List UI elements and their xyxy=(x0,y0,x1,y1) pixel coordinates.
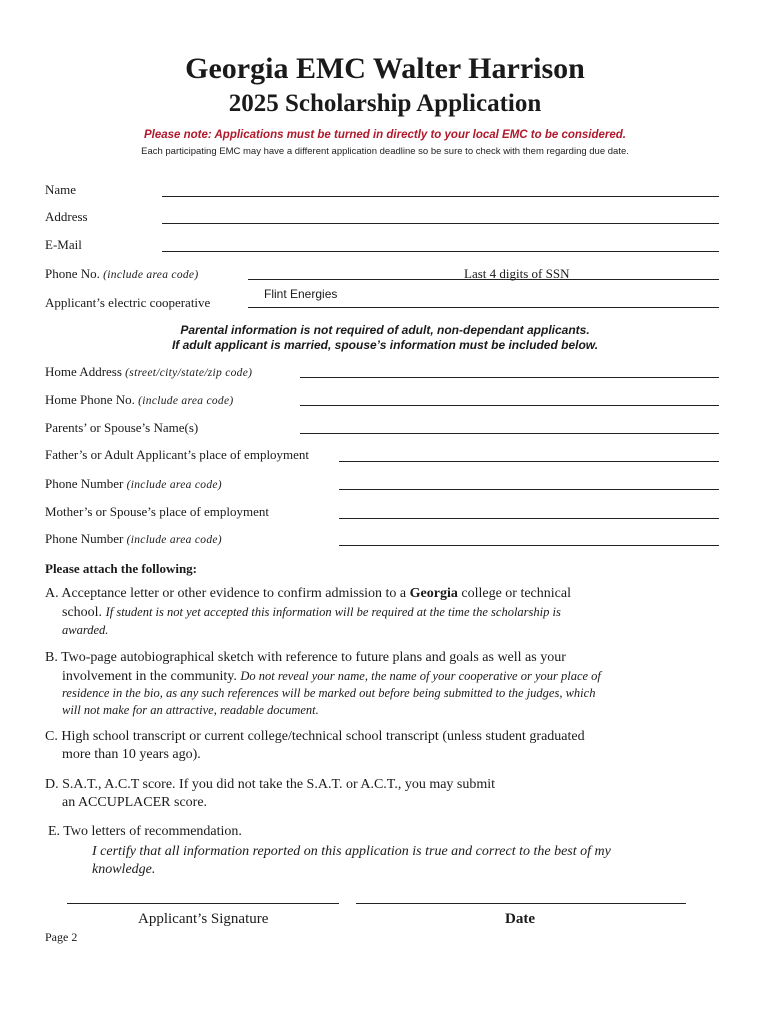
page-number: Page 2 xyxy=(45,930,78,944)
item-a-line1 xyxy=(45,585,571,603)
item-a-line2 xyxy=(62,603,561,622)
parental-note-line2: If adult applicant is married, spouse’s information must be included below. xyxy=(171,338,599,352)
form-title: Georgia EMC Walter Harrison xyxy=(185,52,585,85)
signature-label: Applicant’s Signature xyxy=(138,911,269,927)
name-label: Name xyxy=(45,182,77,197)
attach-heading: Please attach the following: xyxy=(45,561,198,576)
item-b-community: involvement in the community. xyxy=(62,669,237,684)
date-field[interactable] xyxy=(356,903,686,904)
mother-employment-label: Mother’s or Spouse’s place of employment xyxy=(45,504,269,519)
home-address-field[interactable] xyxy=(300,377,719,378)
father-phone-field[interactable] xyxy=(339,489,719,490)
father-phone-label xyxy=(45,476,222,492)
home-phone-label-text: Home Phone No. xyxy=(45,392,135,407)
item-a-italic2: awarded. xyxy=(62,623,109,637)
item-b-line1: B. Two-page autobiographical sketch with reference to future plans and goals as well as your xyxy=(45,650,566,665)
phone-hint: (include area code) xyxy=(103,269,199,281)
father-phone-hint: (include area code) xyxy=(126,479,222,491)
certify-line1 xyxy=(92,843,611,861)
home-address-hint: (street/city/state/zip code) xyxy=(125,367,253,379)
home-phone-field[interactable] xyxy=(300,405,719,406)
father-employment-field[interactable] xyxy=(339,461,719,462)
item-d-line2: an ACCUPLACER score. xyxy=(62,795,208,810)
item-c-line1: C. High school transcript or current college/technical school transcript (unless student graduated xyxy=(45,729,585,744)
name-field[interactable] xyxy=(162,196,719,197)
form-subtitle: 2025 Scholarship Application xyxy=(228,90,542,117)
item-a-text-post: college or technical xyxy=(457,586,571,601)
home-address-label xyxy=(45,364,252,380)
phone-ssn-field[interactable] xyxy=(248,279,719,280)
parental-note-line1: Parental information is not required of adult, non-dependant applicants. xyxy=(180,323,590,337)
item-b-line4 xyxy=(62,701,319,720)
coop-field[interactable] xyxy=(248,307,719,308)
item-a-school: school. xyxy=(62,605,103,620)
submission-note: Please note: Applications must be turned in directly to your local EMC to be considered. xyxy=(143,129,627,141)
phone-label-text: Phone No. xyxy=(45,266,100,281)
signature-field[interactable] xyxy=(67,903,339,904)
mother-phone-field[interactable] xyxy=(339,545,719,546)
certify-text2: knowledge. xyxy=(92,862,156,877)
mother-phone-label xyxy=(45,531,222,547)
mother-employment-field[interactable] xyxy=(339,518,719,519)
email-label: E-Mail xyxy=(45,237,82,252)
item-a-text-pre: A. Acceptance letter or other evidence to confirm admission to a xyxy=(45,586,410,601)
item-a-italic1: If student is not yet accepted this information will be required at the time the scholarship is xyxy=(105,605,561,619)
parents-names-label: Parents’ or Spouse’s Name(s) xyxy=(45,420,199,435)
coop-label: Applicant’s electric cooperative xyxy=(45,295,211,310)
ssn-label: Last 4 digits of SSN xyxy=(464,266,570,281)
home-address-label-text: Home Address xyxy=(45,364,122,379)
item-a-line3 xyxy=(62,621,108,640)
father-employment-label: Father’s or Adult Applicant’s place of employment xyxy=(45,447,310,462)
father-phone-label-text: Phone Number xyxy=(45,476,124,491)
phone-label xyxy=(45,266,198,282)
certify-line2 xyxy=(92,861,155,879)
item-c-line2: more than 10 years ago). xyxy=(62,747,201,762)
item-b-italic3: will not make for an attractive, readable document. xyxy=(62,703,319,717)
address-label: Address xyxy=(45,209,88,224)
deadline-note: Each participating EMC may have a different application deadline so be sure to check with them regarding due date. xyxy=(141,146,629,157)
home-phone-label xyxy=(45,392,234,408)
parents-names-field[interactable] xyxy=(300,433,719,434)
email-field[interactable] xyxy=(162,251,719,252)
mother-phone-label-text: Phone Number xyxy=(45,531,124,546)
home-phone-hint: (include area code) xyxy=(138,395,234,407)
item-a-georgia: Georgia xyxy=(409,586,458,601)
coop-value[interactable]: Flint Energies xyxy=(264,287,338,301)
item-b-italic1: Do not reveal your name, the name of your cooperative or your place of xyxy=(240,669,601,683)
item-b-italic2: residence in the bio, as any such references will be marked out before being submitted to the judges, which xyxy=(62,686,596,700)
item-d-line1: D. S.A.T., A.C.T score. If you did not take the S.A.T. or A.C.T., you may submit xyxy=(45,777,496,792)
certify-text1: I certify that all information reported on this application is true and correct to the best of my xyxy=(92,844,611,859)
address-field[interactable] xyxy=(162,223,719,224)
date-label: Date xyxy=(505,911,535,927)
mother-phone-hint: (include area code) xyxy=(126,534,222,546)
item-e-line1: E. Two letters of recommendation. xyxy=(48,824,242,839)
